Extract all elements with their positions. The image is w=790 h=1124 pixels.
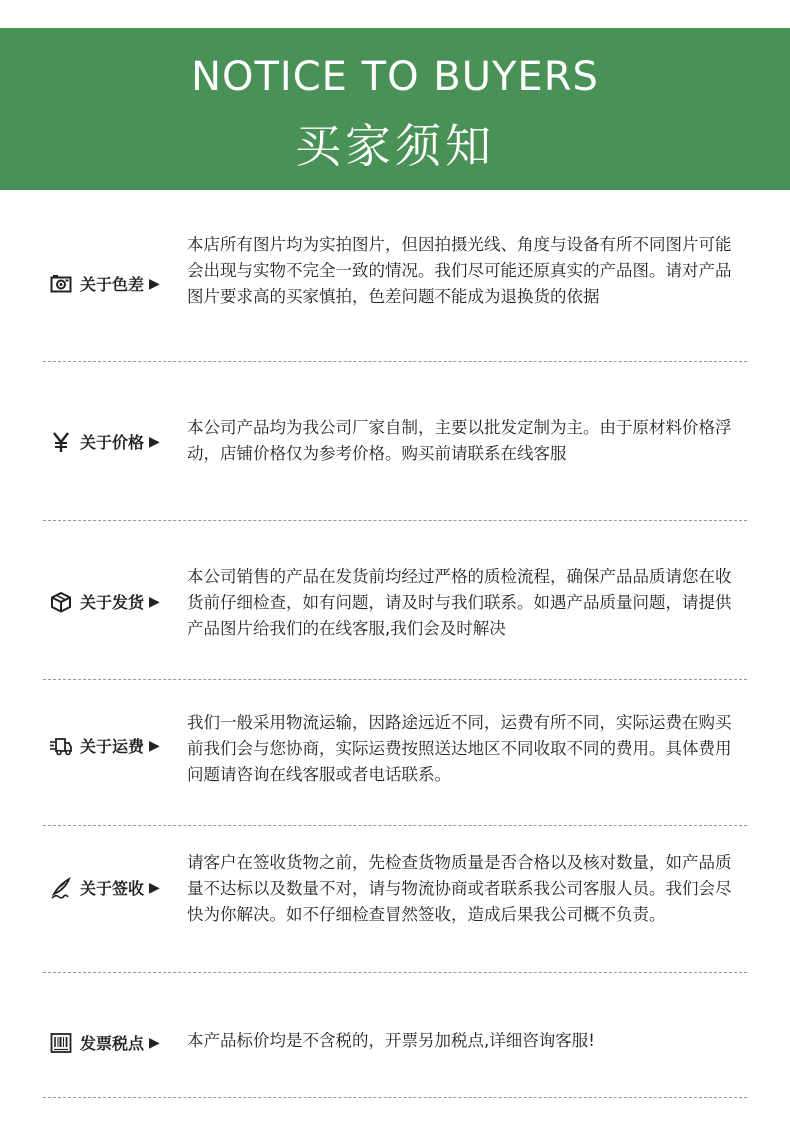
arrow-icon: ▶ xyxy=(149,1034,160,1051)
divider xyxy=(43,1097,747,1098)
section-label xyxy=(50,734,160,757)
yen-icon xyxy=(50,431,72,453)
section-text: 本公司产品均为我公司厂家自制，主要以批发定制为主。由于原材料价格浮动，店铺价格仅为参考价格。购买前请联系在线客服 xyxy=(187,418,732,463)
banner-title-en: NOTICE TO BUYERS xyxy=(191,54,599,100)
section-label xyxy=(50,590,160,613)
divider xyxy=(43,825,747,826)
section-label-text: 关于色差 xyxy=(80,275,145,294)
delivery-truck-icon xyxy=(50,735,72,757)
arrow-icon: ▶ xyxy=(149,737,160,754)
section-label xyxy=(50,1031,160,1054)
section-label-text: 关于价格 xyxy=(80,433,145,452)
section-label-text: 关于签收 xyxy=(80,879,145,898)
arrow-icon: ▶ xyxy=(149,879,160,896)
section-text: 请客户在签收货物之前，先检查货物质量是否合格以及核对数量，如产品质量不达标以及数量不对，请与物流协商或者联系我公司客服人员。我们会尽快为你解决。如不仔细检查冒然签收，造成后果我公司概不负责。 xyxy=(187,853,732,924)
invoice-barcode-icon xyxy=(50,1032,72,1054)
section-text: 本公司销售的产品在发货前均经过严格的质检流程，确保产品品质请您在收货前仔细检查，如有问题，请及时与我们联系。如遇产品质量问题，请提供产品图片给我们的在线客服,我们会及时解决 xyxy=(187,567,732,638)
divider xyxy=(43,972,747,973)
camera-icon xyxy=(50,273,72,295)
section-label xyxy=(50,876,160,899)
arrow-icon: ▶ xyxy=(149,433,160,450)
arrow-icon: ▶ xyxy=(149,275,160,292)
header-banner xyxy=(0,28,790,190)
section-label xyxy=(50,430,160,453)
divider xyxy=(43,361,747,362)
banner-title-cn: 买家须知 xyxy=(295,119,495,173)
section-text: 我们一般采用物流运输，因路途远近不同，运费有所不同，实际运费在购买前我们会与您协商，实际运费按照送达地区不同收取不同的费用。具体费用问题请咨询在线客服或者电话联系。 xyxy=(187,713,732,784)
section-text: 本店所有图片均为实拍图片，但因拍摄光线、角度与设备有所不同图片可能会出现与实物不完全一致的情况。我们尽可能还原真实的产品图。请对产品图片要求高的买家慎拍，色差问题不能成为退换货的依据 xyxy=(187,235,732,306)
section-label-text: 关于发货 xyxy=(80,593,145,612)
section-text: 本产品标价均是不含税的，开票另加税点,详细咨询客服! xyxy=(187,1031,595,1050)
section-label-text: 关于运费 xyxy=(80,737,145,756)
arrow-icon: ▶ xyxy=(149,593,160,610)
section-label-text: 发票税点 xyxy=(80,1034,145,1053)
divider xyxy=(43,679,747,680)
package-icon xyxy=(50,591,72,613)
pen-sign-icon xyxy=(50,877,72,899)
section-label xyxy=(50,272,160,295)
divider xyxy=(43,520,747,521)
